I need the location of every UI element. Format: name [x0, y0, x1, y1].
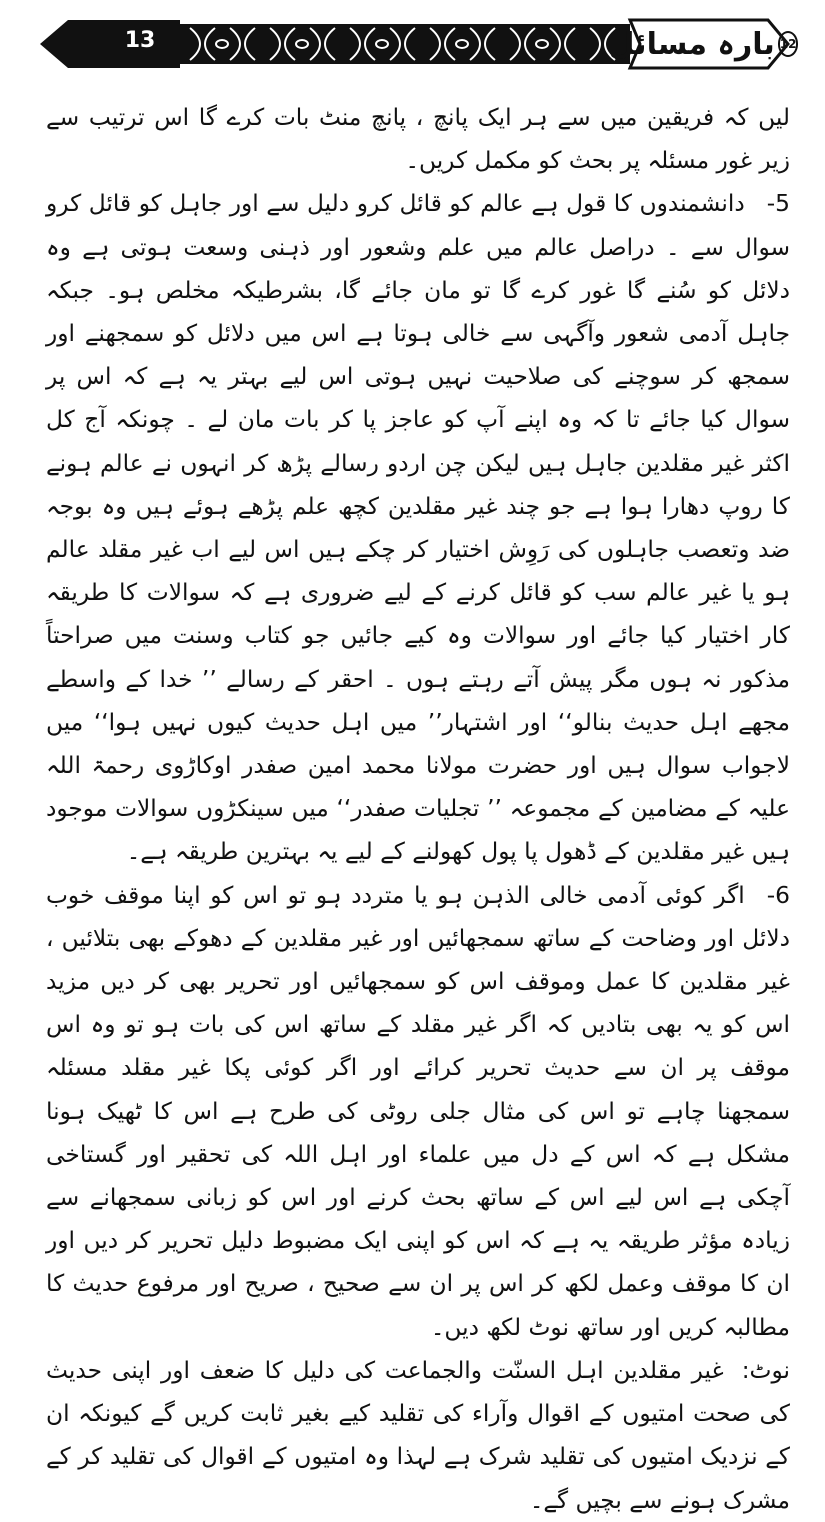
paragraph-text: اگر کوئی آدمی خالی الذہن ہو یا متردد ہو تو اس کو اپنا موقف خوب دلائل اور وضاحت کے ساتھ سمجھائیں اور غیر مقلدین کے دھوکے بھی بتلائیں ، غیر مقلدین کا عمل وموقف اس کو سمجھائیں اور تحریر بھی کر دیں مزید اس کو یہ بھی بتادیں کہ اگر غیر مقلد کے ساتھ اس کی بات ہو تو وہ اس موقف پر ان سے حدیث تحریر کرائے اور اگر کوئی پکا غیر مقلد مسئلہ سمجھنا چاہے تو اس کی مثال جلی روٹی کی طرح ہے اس کا ٹھیک ہونا مشکل ہے کہ اس کے دل میں علماء اور اہل اللہ کی تحقیر اور گستاخی آچکی ہے اس لیے اس کے ساتھ بحث کرنے اور اس کو زبانی سمجھانے سے زیادہ مؤثر طریقہ یہ ہے کہ اس کو اپنی ایک مضبوط دلیل تحریر کر دیں اور ان کا موقف وعمل لکھ کر اس پر ان سے صحیح ، صریح اور مرفوع حدیث کا مطالبہ کریں اور ساتھ نوٹ لکھ دیں۔	[46, 881, 790, 1341]
page-number: 13	[124, 28, 156, 53]
paragraph-continuation	[46, 96, 790, 182]
paragraph-text: دانشمندوں کا قول ہے عالم کو قائل کرو دلیل سے اور جاہل کو قائل کرو سوال سے ۔ دراصل عالم میں علم وشعور اور ذہنی وسعت ہوتی ہے وہ دلائل کو سُنے گا غور کرے گا تو مان جائے گا، بشرطیکہ مخلص ہو۔ جبکہ جاہل آدمی شعور وآگہی سے خالی ہوتا ہے اس میں دلائل کو سمجھنے اور سمجھ کر سوچنے کی صلاحیت نہیں ہوتی اس لیے بہتر یہ ہے کہ اس پر سوال کیا جائے تا کہ وہ اپنے آپ کو عاجز پا کر بات مان لے ۔ چونکہ آج کل اکثر غیر مقلدین جاہل ہیں لیکن چن اردو رسالے پڑھ کر انہوں نے عالم ہونے کا روپ دھارا ہوا ہے جو چند غیر مقلدین کچھ علم پڑھے ہوئے ہیں وہ بوجہ ضد وتعصب جاہلوں کی رَوِش اختیار کر چکے ہیں اس لیے اب غیر مقلد عالم ہو یا غیر عالم سب کو قائل کرنے کے لیے ضروری ہے کہ سوالات کا طریقہ کار اختیار کیا جائے اور سوالات وہ کیے جائیں جو کتاب وسنت میں صراحتاً مذکور نہ ہوں مگر پیش آتے رہتے ہوں ۔ احقر کے رسالے ’’ خدا کے واسطے مجھے اہل حدیث بنالو‘‘ اور اشتہار’’ میں اہل حدیث کیوں نہیں ہوا‘‘ میں لاجواب سوال ہیں اور حضرت مولانا محمد امین صفدر اوکاڑوی رحمۃ اللہ علیہ کے مضامین کے مجموعہ ’’ تجلیات صفدر‘‘ میں سینکڑوں سوالات موجود ہیں غیر مقلدین کے ڈھول پا پول کھولنے کے لیے یہ بہترین طریقہ ہے۔	[46, 190, 790, 866]
page-body	[46, 96, 790, 1522]
paragraph-point-5	[46, 182, 790, 873]
paragraph-note	[46, 1349, 790, 1522]
paragraph-number: -6	[766, 881, 790, 909]
paragraph-number: -5	[766, 190, 790, 218]
paragraph-text: غیر مقلدین اہل السنّت والجماعت کی دلیل کا ضعف اور اپنی حدیث کی صحت امتیوں کے اقوال وآراء کی تقلید کیے بغیر ثابت کریں گے کیونکہ ان کے نزدیک امتیوں کی تقلید شرک ہے لہذا وہ امتیوں کے اقوال کی تقلید کر کے مشرک ہونے سے بچیں گے۔	[46, 1356, 790, 1514]
paragraph-text: لیں کہ فریقین میں سے ہر ایک پانچ ، پانچ منٹ بات کرے گا اس ترتیب سے زیر غور مسئلہ پر بحث کو مکمل کریں۔	[46, 104, 790, 175]
paragraph-point-6	[46, 874, 790, 1349]
title-number-badge: 12	[778, 31, 799, 57]
book-title: بارہ مسائل	[608, 26, 775, 62]
note-label: نوٹ:	[741, 1356, 790, 1384]
book-title-box	[608, 18, 797, 70]
page-header	[40, 14, 797, 74]
